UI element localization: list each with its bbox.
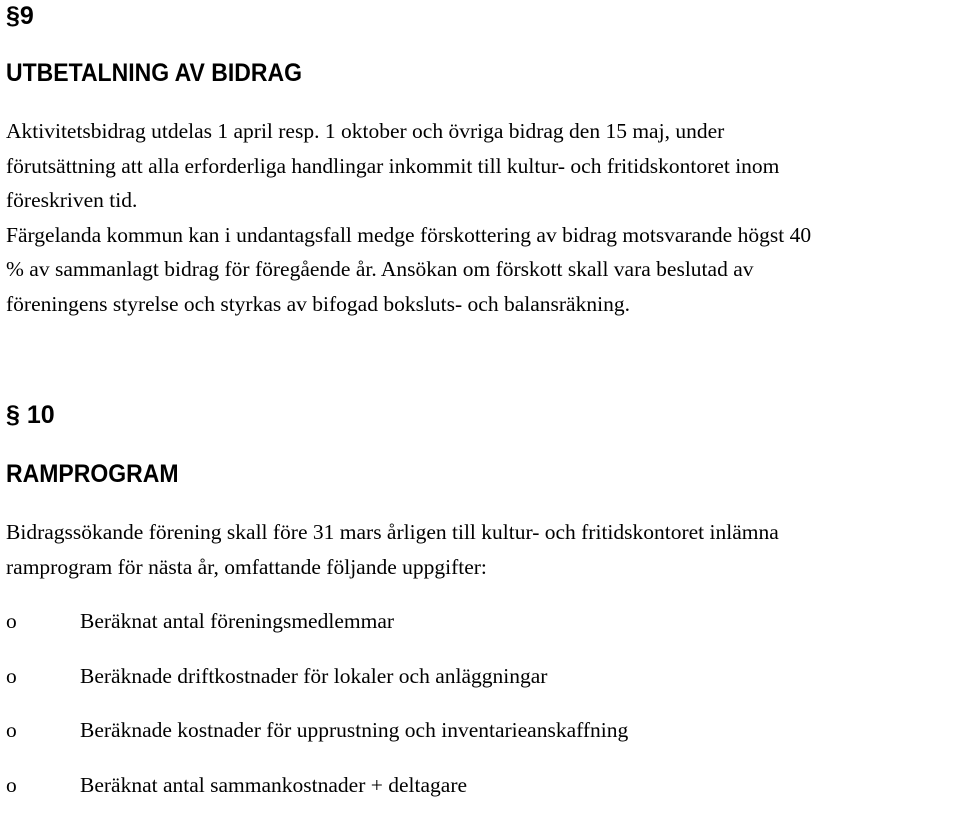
body-line: % av sammanlagt bidrag för föregående år. Ansökan om förskott skall vara beslutad av	[6, 257, 754, 281]
list-item-text: Beräknade kostnader för upprustning och inventarieanskaffning	[80, 718, 629, 742]
body-line: föreningens styrelse och styrkas av bifogad boksluts- och balansräkning.	[6, 291, 630, 316]
section-9-body	[6, 114, 960, 321]
section-9-number: §9	[6, 2, 34, 30]
section-9-heading: UTBETALNING AV BIDRAG	[6, 59, 303, 87]
bullet-marker: o	[6, 663, 17, 688]
section-10-body	[6, 515, 960, 584]
body-line: föreskriven tid.	[6, 188, 138, 212]
bullet-marker: o	[6, 718, 17, 742]
body-line: Färgelanda kommun kan i undantagsfall medge förskottering av bidrag motsvarande högst 40	[6, 222, 812, 247]
list-item-text: Beräknade driftkostnader för lokaler och anläggningar	[80, 663, 548, 688]
section-10-number: § 10	[6, 401, 55, 429]
bullet-marker: o	[6, 609, 17, 633]
section-10-heading: RAMPROGRAM	[6, 460, 179, 488]
body-line: Bidragssökande förening skall före 31 mars årligen till kultur- och fritidskontoret inlämna	[6, 520, 779, 544]
list-item-text: Beräknat antal föreningsmedlemmar	[80, 609, 395, 633]
bullet-marker: o	[6, 772, 17, 797]
body-line: förutsättning att alla erforderliga handlingar inkommit till kultur- och fritidskontoret inom	[6, 153, 780, 178]
list-item-text: Beräknat antal sammankostnader + deltagare	[80, 772, 468, 797]
body-line: ramprogram för nästa år, omfattande följande uppgifter:	[6, 554, 487, 579]
body-line: Aktivitetsbidrag utdelas 1 april resp. 1 oktober och övriga bidrag den 15 maj, under	[6, 119, 725, 143]
